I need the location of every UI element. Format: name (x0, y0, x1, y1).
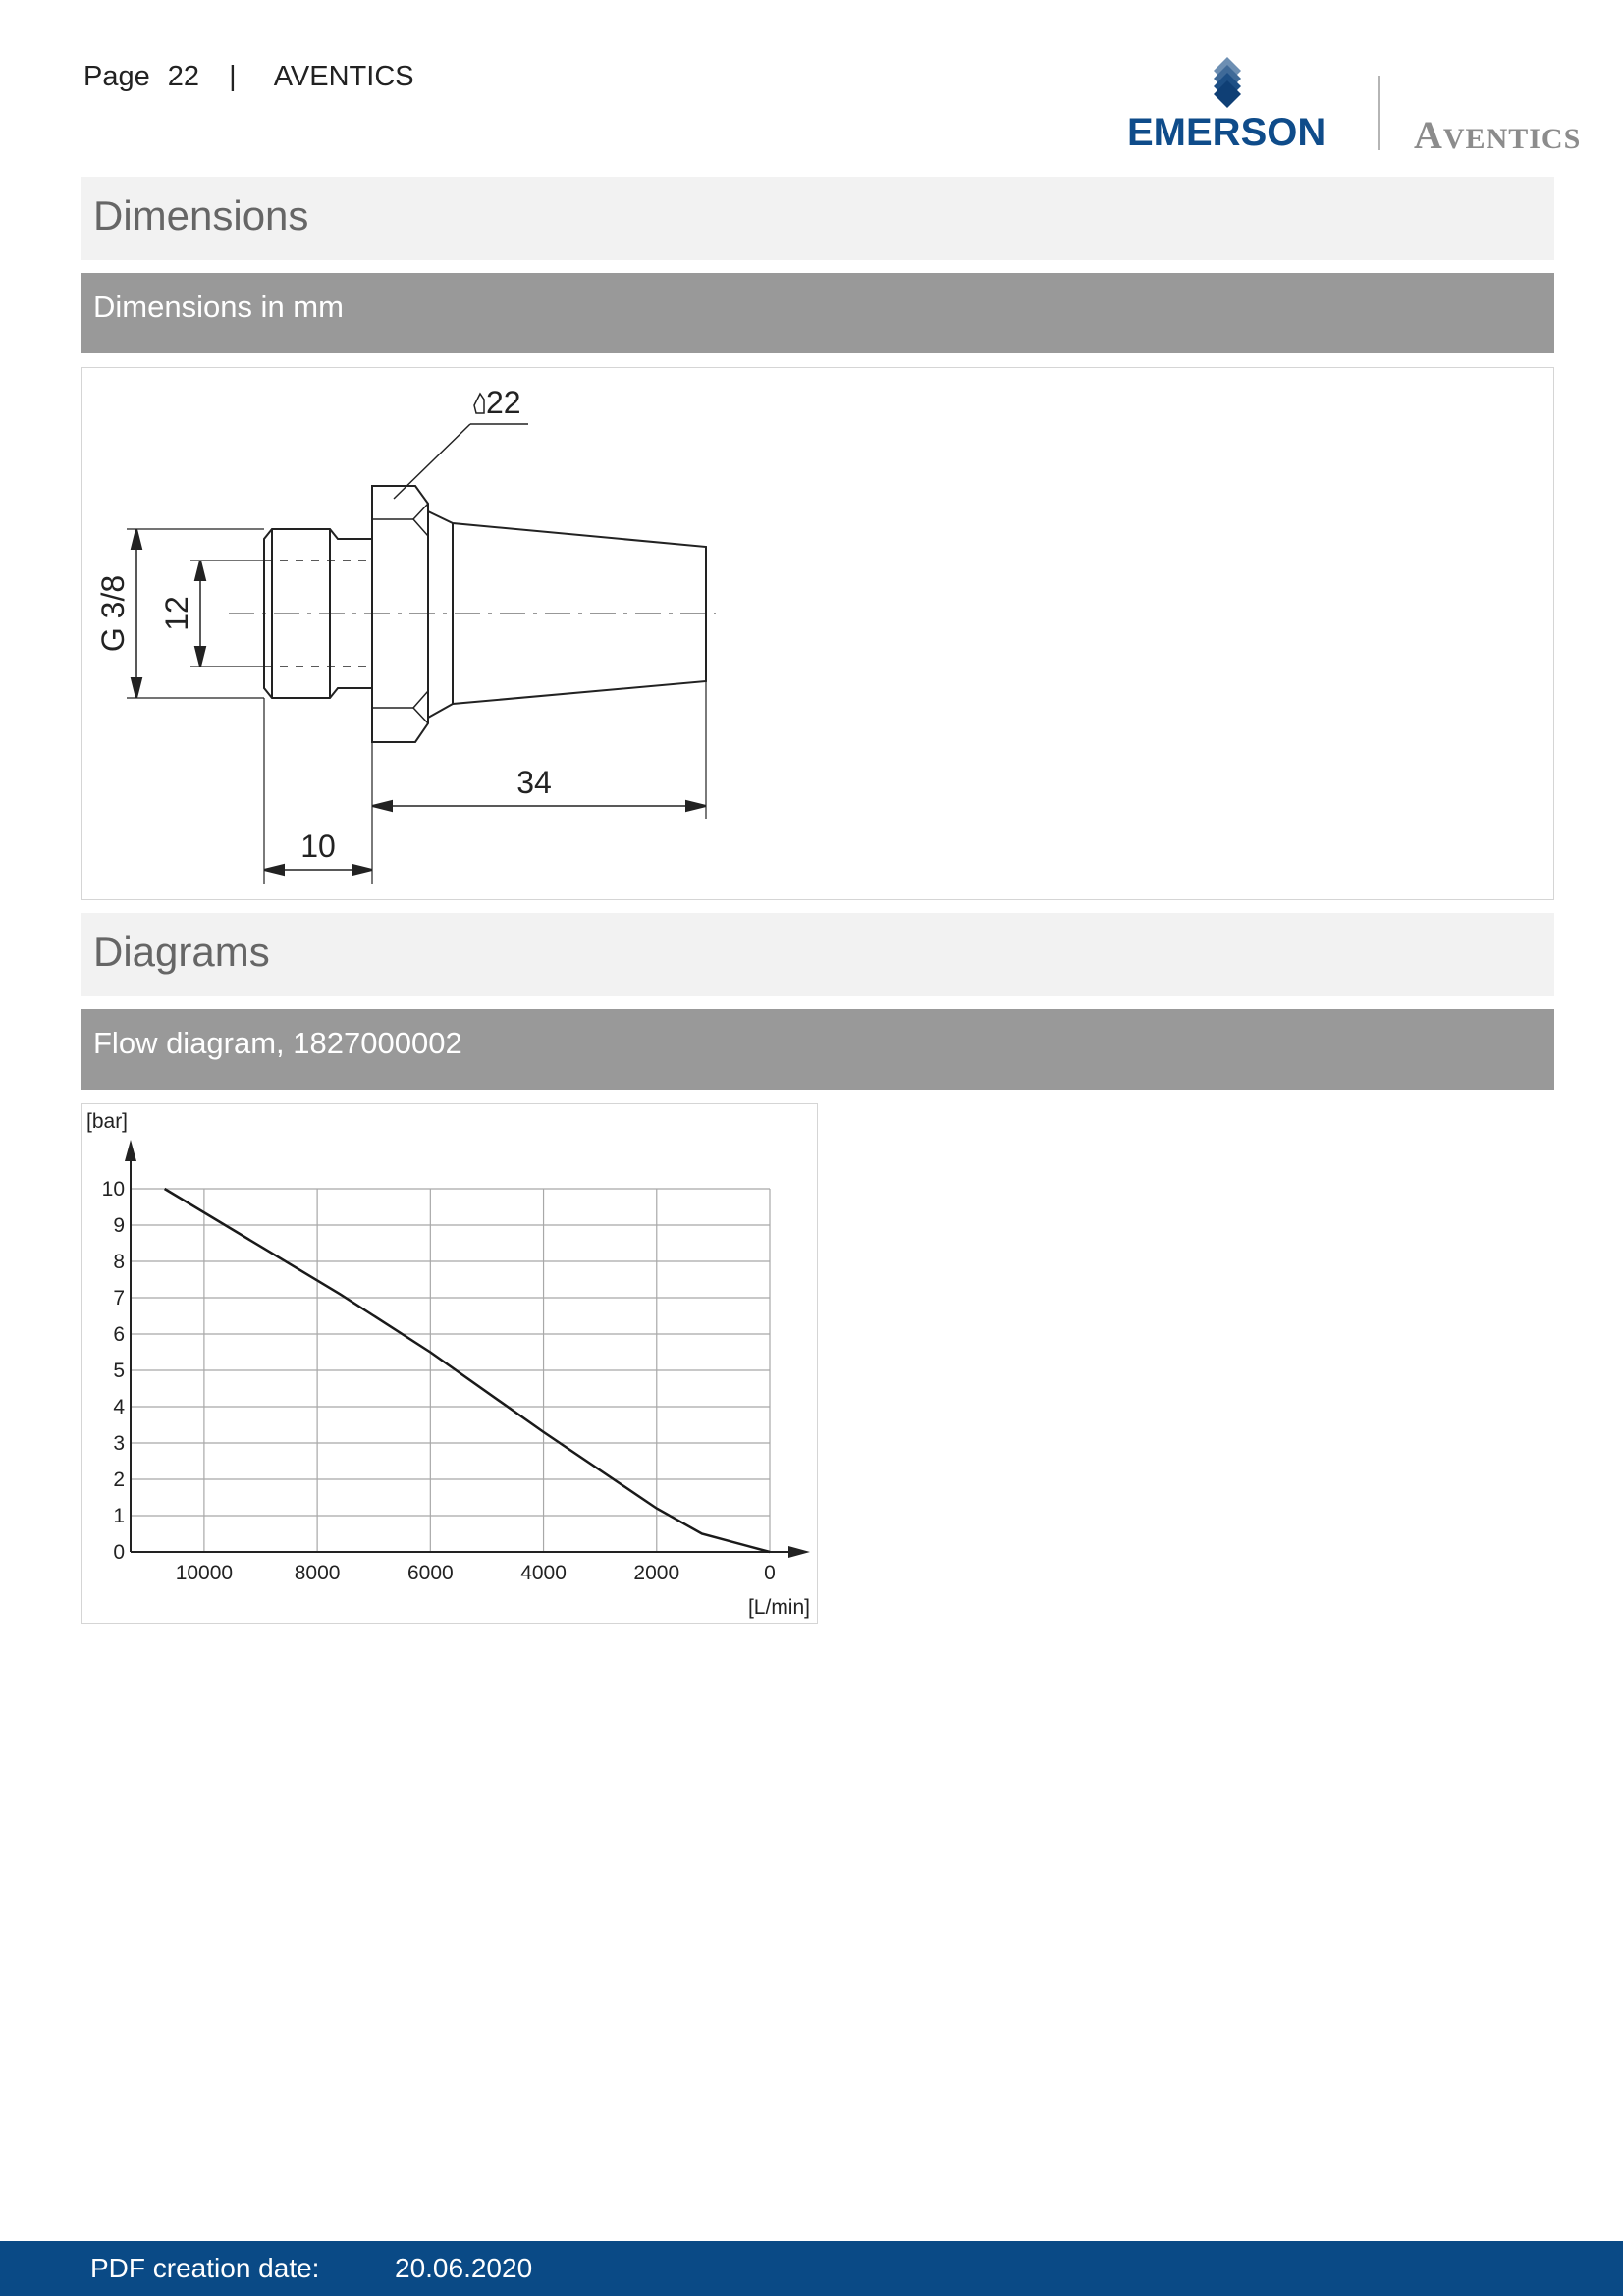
chart-axes (125, 1140, 810, 1558)
arrowhead (264, 865, 284, 875)
emerson-diamond-icon (1214, 57, 1241, 108)
arrowhead (686, 801, 706, 811)
section-dimensions-title: Dimensions (81, 177, 1554, 260)
wrench-icon (474, 394, 484, 413)
y-axis-label: [bar] (86, 1110, 129, 1133)
y-tick-label: 10 (101, 1178, 125, 1201)
x-tick-label: 8000 (294, 1562, 341, 1584)
wrench-size-label: 22 (486, 385, 521, 420)
y-tick-label: 5 (113, 1360, 125, 1382)
y-tick-label: 8 (113, 1251, 125, 1273)
arrowhead (132, 678, 141, 698)
section-diagrams-title: Diagrams (81, 913, 1554, 996)
y-axis-arrow (125, 1140, 136, 1161)
x-tick-label: 4000 (520, 1562, 567, 1584)
arrowhead (352, 865, 372, 875)
dimensions-subtitle: Dimensions in mm (81, 273, 1554, 353)
aventics-logo-rest: VENTICS (1442, 123, 1582, 155)
header-separator: | (229, 61, 237, 92)
x-axis-label: [L/min] (747, 1596, 810, 1619)
chart-grid (131, 1189, 770, 1552)
flow-chart-panel (81, 1103, 818, 1624)
dimension-drawing-panel (81, 367, 1554, 900)
y-tick-label: 0 (113, 1541, 125, 1564)
x-tick-label: 0 (764, 1562, 776, 1584)
page-header (83, 61, 414, 93)
flow-chart (82, 1104, 817, 1623)
wrench-leader (394, 424, 470, 499)
flow-diagram-subtitle: Flow diagram, 1827000002 (81, 1009, 1554, 1090)
length-label: 34 (516, 765, 552, 800)
y-tick-label: 7 (113, 1287, 125, 1309)
x-tick-label: 6000 (406, 1562, 454, 1584)
arrowhead (195, 561, 205, 580)
y-tick-label: 1 (113, 1505, 125, 1527)
cone-body (428, 511, 706, 718)
arrowhead (195, 647, 205, 667)
arrowhead (372, 801, 392, 811)
footer-bar (0, 2241, 1623, 2296)
x-tick-label: 2000 (633, 1562, 680, 1584)
aventics-logo-cap: A (1414, 113, 1443, 157)
bore-label: 12 (159, 596, 194, 631)
y-tick-label: 2 (113, 1468, 125, 1491)
page-number: 22 (167, 61, 200, 92)
thread-label: G 3/8 (95, 574, 131, 653)
aventics-logo (1414, 112, 1581, 158)
footer-label: PDF creation date: (90, 2253, 320, 2283)
y-tick-label: 4 (113, 1396, 125, 1418)
x-axis-arrow (788, 1546, 810, 1558)
logo-divider (1378, 76, 1380, 150)
y-tick-label: 3 (113, 1432, 125, 1455)
y-tick-label: 9 (113, 1214, 125, 1237)
hex-edge (413, 486, 428, 723)
x-tick-labels (176, 1562, 776, 1584)
thread-length-label: 10 (300, 828, 336, 864)
y-tick-labels (102, 1178, 126, 1564)
emerson-wordmark: EMERSON (1127, 111, 1326, 149)
header-brand: AVENTICS (273, 61, 414, 92)
y-tick-label: 6 (113, 1323, 125, 1346)
page-label: Page (83, 61, 150, 92)
x-tick-label: 10000 (175, 1562, 234, 1584)
emerson-logo (1127, 51, 1348, 149)
arrowhead (132, 529, 141, 549)
dimension-drawing (82, 368, 1553, 899)
footer-date: 20.06.2020 (395, 2253, 533, 2283)
